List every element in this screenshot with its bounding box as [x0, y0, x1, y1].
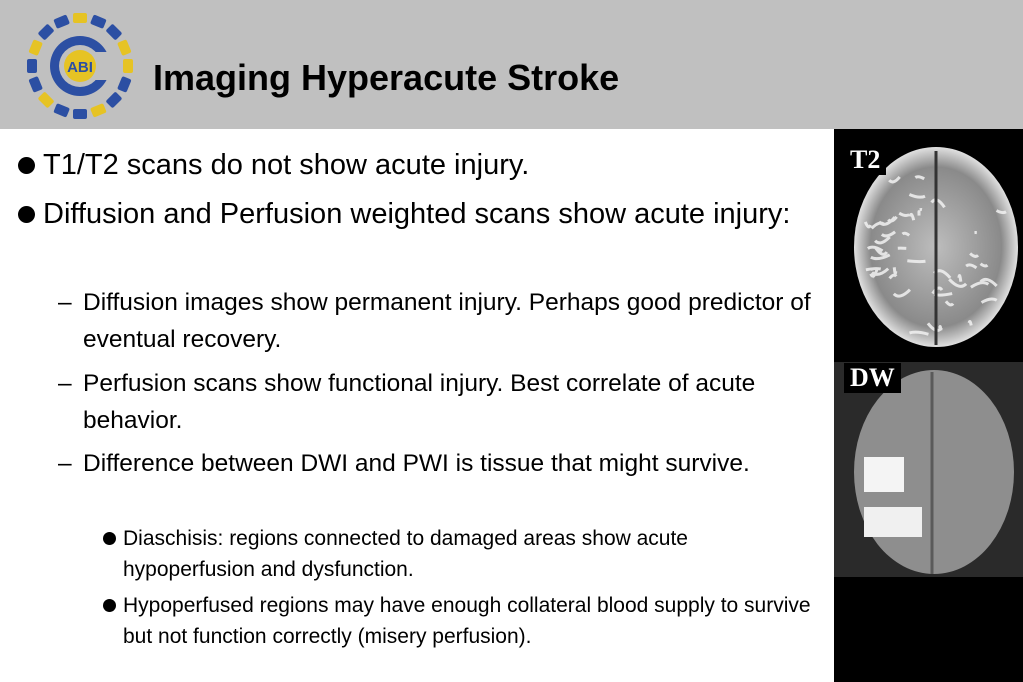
- sub-sub-bullet-item: Hypoperfused regions may have enough collateral blood supply to survive but not function correctly (misery perfusion).: [103, 590, 823, 652]
- logo-ring-segment: [38, 24, 55, 41]
- t2-label: T2: [844, 145, 886, 175]
- logo-ring-segment: [28, 76, 43, 93]
- abi-logo: [22, 8, 138, 124]
- logo-ring-segment: [117, 76, 132, 93]
- logo-ring-segment: [73, 13, 87, 23]
- sub-bullet-item: – Perfusion scans show functional injury. Best correlate of acute behavior.: [58, 370, 756, 434]
- logo-ring-segment: [105, 91, 122, 108]
- dw-brain-scan: [834, 362, 1023, 577]
- bullet-dot: [18, 157, 35, 174]
- bullet-dot: [103, 532, 116, 545]
- bullet-dot: [103, 599, 116, 612]
- logo-ring-segment: [105, 24, 122, 41]
- sub-bullet-item: – Diffusion images show permanent injury. Perhaps good predictor of eventual recovery.: [58, 289, 811, 353]
- cortex-fold: [866, 269, 881, 270]
- logo-ring-segment: [53, 103, 70, 118]
- logo-ring-segment: [27, 59, 37, 73]
- cortex-fold: [959, 276, 961, 282]
- cortex-fold: [894, 267, 896, 273]
- logo-ring-segment: [38, 91, 55, 108]
- logo-ring-segment: [73, 109, 87, 119]
- cortex-fold: [907, 261, 925, 262]
- logo-ring-segment: [28, 39, 43, 56]
- bullet-list: [0, 129, 834, 682]
- bullet-dot: [18, 206, 35, 223]
- bullet-item: Diffusion and Perfusion weighted scans show acute injury:: [18, 193, 808, 236]
- logo-ring-segment: [90, 103, 107, 118]
- slide-title: Imaging Hyperacute Stroke: [153, 57, 620, 98]
- dw-label: DW: [844, 363, 901, 393]
- logo-ring-segment: [117, 39, 132, 56]
- logo-ring-segment: [123, 59, 133, 73]
- sub-sub-bullet-item: Diaschisis: regions connected to damaged areas show acute hypoperfusion and dysfunction.: [103, 523, 823, 585]
- logo-ring-segment: [53, 14, 70, 29]
- logo-ring-segment: [90, 14, 107, 29]
- sub-bullet-item: – Difference between DWI and PWI is tissue that might survive.: [58, 450, 750, 477]
- slide-header: [0, 0, 1023, 129]
- mri-image-panel: [834, 129, 1023, 682]
- svg-text:ABI: ABI: [67, 59, 93, 76]
- bullet-item: T1/T2 scans do not show acute injury.: [18, 144, 808, 187]
